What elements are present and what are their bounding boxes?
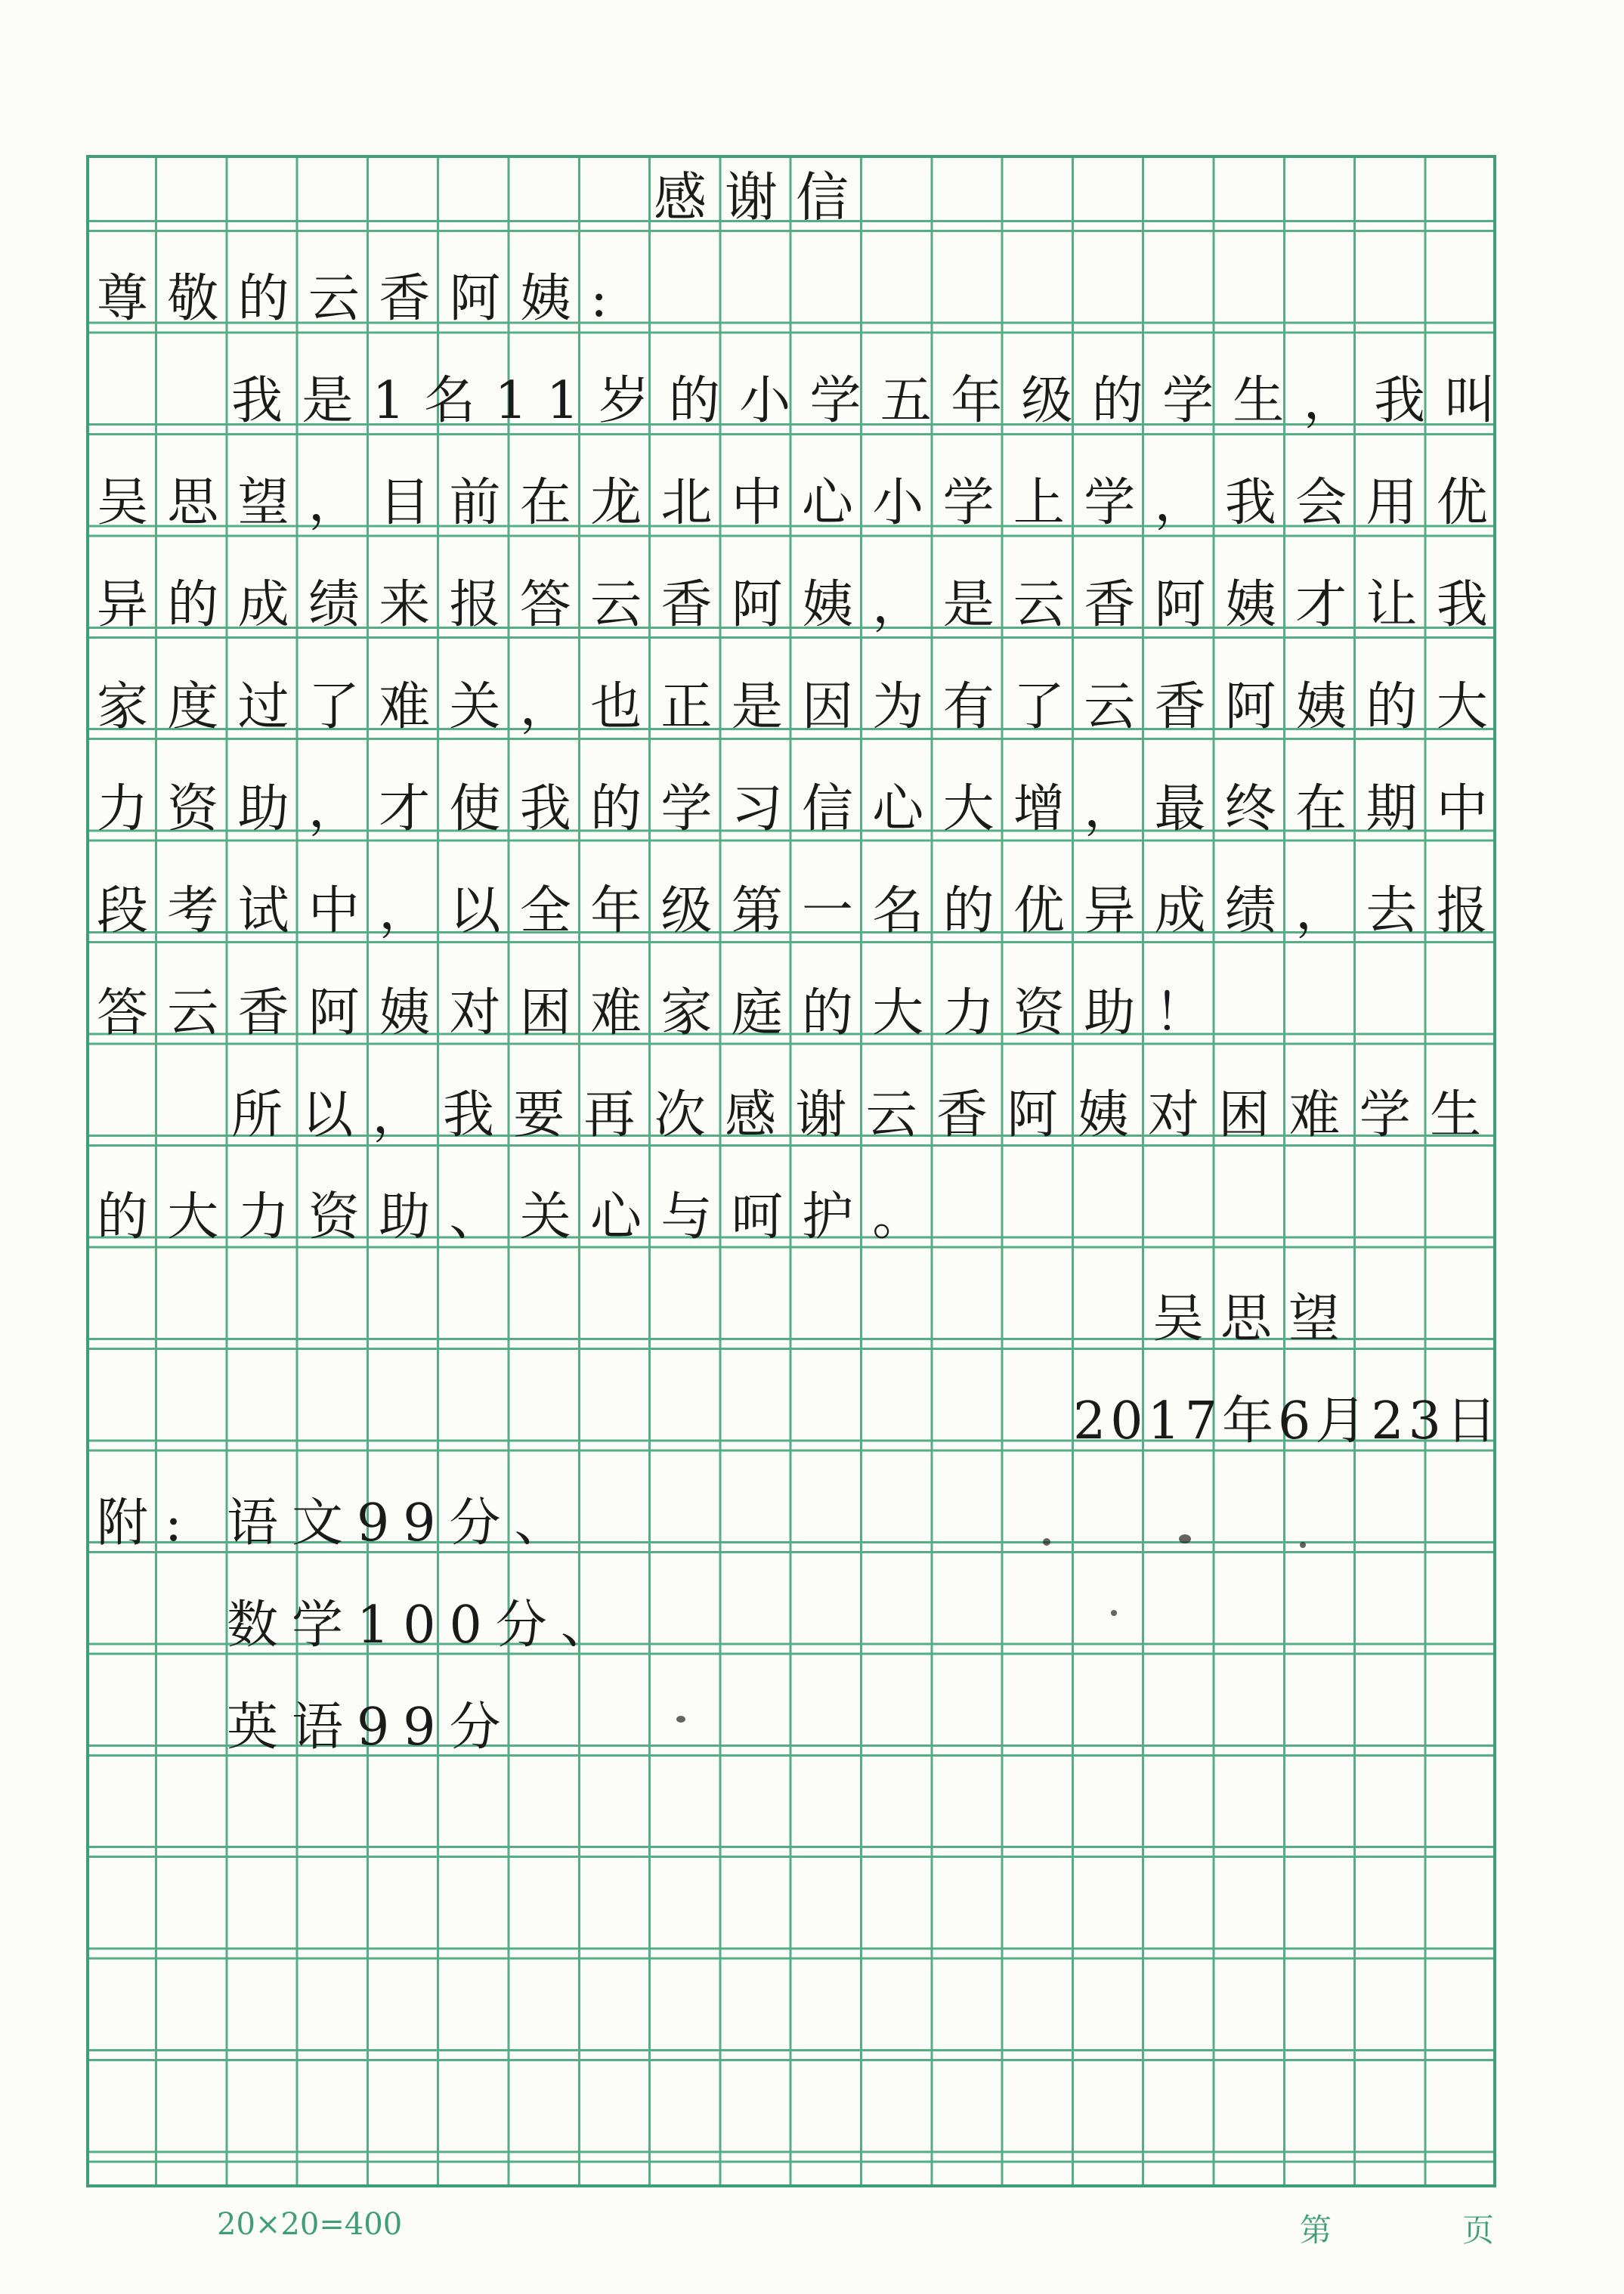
body-line-3: 异的成绩来报答云香阿姨，是云香阿姨才让我 (97, 575, 1508, 635)
attachment-item-math: 数学100分、 (227, 1596, 626, 1655)
letter-date: 2017年6月23日 (1073, 1392, 1502, 1451)
writing-grid (86, 155, 1515, 2187)
ink-speck (1179, 1534, 1191, 1543)
body-line-4: 家度过了难关，也正是因为有了云香阿姨的大 (97, 677, 1508, 737)
body-line-5: 力资助，才使我的学习信心大增，最终在期中 (97, 779, 1508, 839)
closing-line-1: 所以，我要再次感谢云香阿姨对困难学生 (231, 1085, 1501, 1145)
page-suffix: 页 (1462, 2212, 1495, 2249)
ink-speck (1300, 1542, 1306, 1548)
attachment-label: 附: (97, 1494, 199, 1553)
body-line-1: 我是1名11岁的小学五年级的学生，我叫 (231, 371, 1515, 431)
letter-title: 感谢信 (654, 166, 867, 228)
ink-speck (1043, 1538, 1050, 1546)
closing-line-2: 的大力资助、关心与呵护。 (97, 1187, 943, 1247)
page-prefix: 第 (1300, 2212, 1332, 2249)
signature: 吴思望 (1152, 1289, 1357, 1349)
ink-speck (1111, 1610, 1117, 1616)
attachment-item-english: 英语99分 (227, 1698, 515, 1757)
ink-speck (676, 1716, 685, 1723)
body-line-6: 段考试中，以全年级第一名的优异成绩，去报 (97, 881, 1508, 941)
grid-spec-label: 20×20=400 (217, 2207, 403, 2242)
body-line-7: 答云香阿姨对困难家庭的大力资助！ (97, 983, 1225, 1043)
body-line-2: 吴思望，目前在龙北中心小学上学，我会用优 (97, 473, 1508, 533)
attachment-item-chinese: 语文99分、 (227, 1494, 580, 1553)
salutation: 尊敬的云香阿姨: (97, 269, 627, 329)
